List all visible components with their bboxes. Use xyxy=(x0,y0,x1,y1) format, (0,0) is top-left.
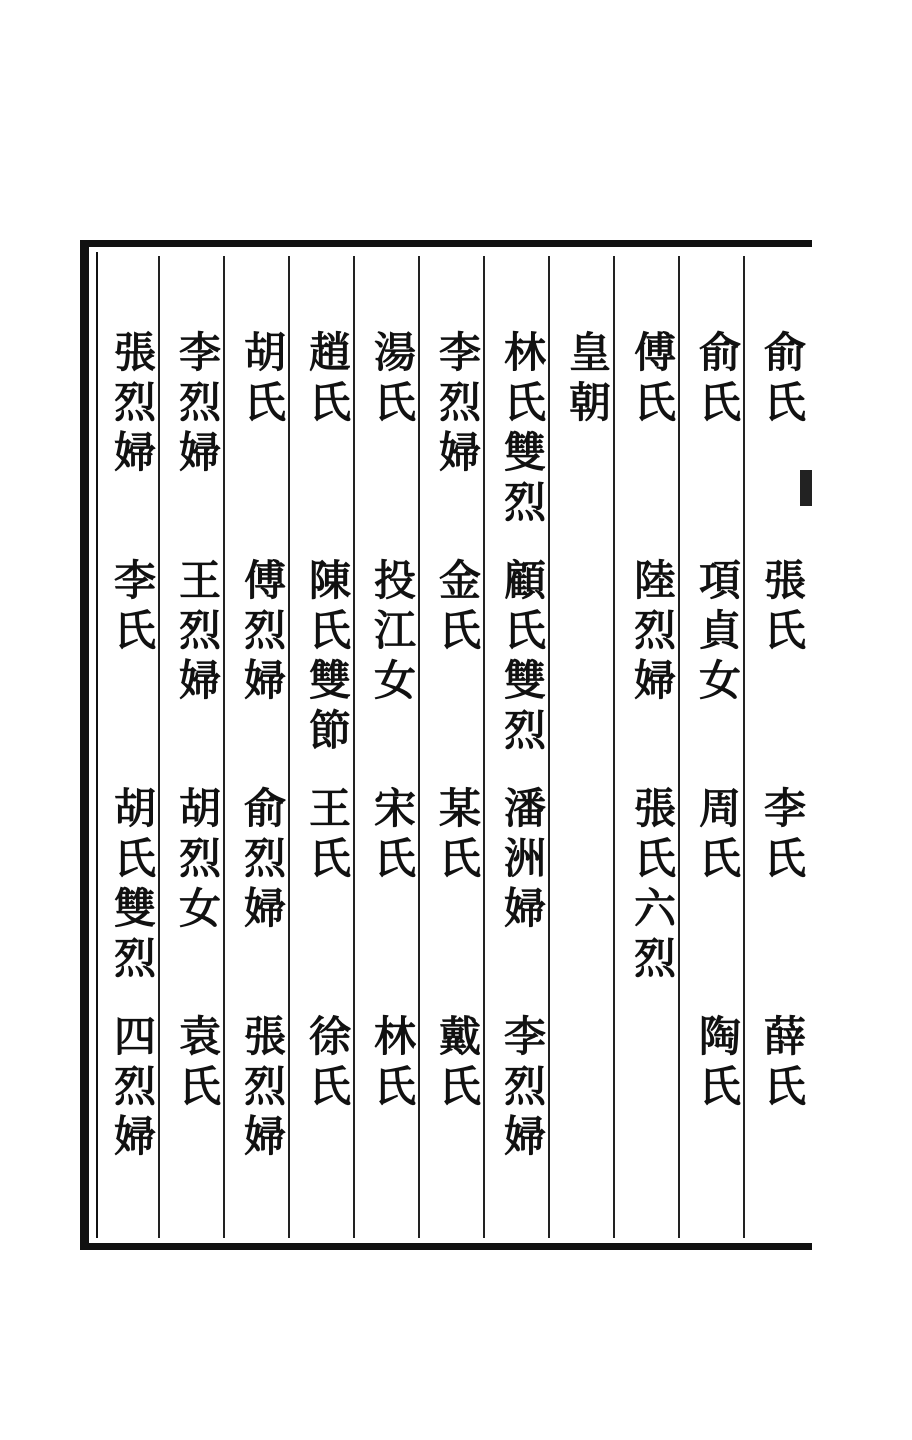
name-entry: 俞氏 xyxy=(693,330,742,430)
name-entry: 俞烈婦 xyxy=(238,786,287,936)
name-entry: 王烈婦 xyxy=(173,558,222,708)
name-entry: 林氏 xyxy=(368,1014,417,1114)
name-entry: 投江女 xyxy=(368,558,417,708)
name-entry: 李氏 xyxy=(758,786,807,886)
name-entry: 李烈婦 xyxy=(433,330,482,480)
name-entry: 王氏 xyxy=(303,786,352,886)
name-entry: 陳氏雙節 xyxy=(303,558,352,758)
name-entry: 薛氏 xyxy=(758,1014,807,1114)
name-entry: 張氏六烈 xyxy=(628,786,677,986)
name-entry: 李烈婦 xyxy=(173,330,222,480)
frame-bottom-rule xyxy=(80,1243,812,1250)
name-entry: 俞氏 xyxy=(758,330,807,430)
text-column-3 xyxy=(622,330,682,1230)
name-entry: 陶氏 xyxy=(693,1014,742,1114)
frame-left-outer-rule xyxy=(80,240,89,1250)
name-entry: 李烈婦 xyxy=(498,1014,547,1164)
name-entry: 徐氏 xyxy=(303,1014,352,1114)
frame-left-inner-rule xyxy=(96,252,98,1238)
text-column-5 xyxy=(492,330,552,1230)
name-entry: 張氏 xyxy=(758,558,807,658)
text-column-4 xyxy=(557,330,617,1230)
text-column-1 xyxy=(752,330,812,1230)
name-entry: 傅烈婦 xyxy=(238,558,287,708)
name-entry: 顧氏雙烈 xyxy=(498,558,547,758)
text-column-6 xyxy=(427,330,487,1230)
name-entry: 張烈婦 xyxy=(238,1014,287,1164)
frame-top-rule xyxy=(80,240,812,247)
name-entry: 胡氏雙烈 xyxy=(108,786,157,986)
name-entry: 胡烈女 xyxy=(173,786,222,936)
text-column-9 xyxy=(232,330,292,1230)
name-entry: 湯氏 xyxy=(368,330,417,430)
name-entry: 金氏 xyxy=(433,558,482,658)
text-column-8 xyxy=(297,330,357,1230)
name-entry: 項貞女 xyxy=(693,558,742,708)
dynasty-heading: 皇朝 xyxy=(563,330,612,430)
name-entry: 傅氏 xyxy=(628,330,677,430)
text-column-7 xyxy=(362,330,422,1230)
name-entry: 周氏 xyxy=(693,786,742,886)
name-entry: 四烈婦 xyxy=(108,1014,157,1164)
name-entry: 戴氏 xyxy=(433,1014,482,1114)
name-entry: 潘洲婦 xyxy=(498,786,547,936)
name-entry: 趙氏 xyxy=(303,330,352,430)
text-column-11 xyxy=(102,330,162,1230)
name-entry: 林氏雙烈 xyxy=(498,330,547,530)
name-entry: 某氏 xyxy=(433,786,482,886)
name-entry: 宋氏 xyxy=(368,786,417,886)
name-entry: 張烈婦 xyxy=(108,330,157,480)
name-entry: 陸烈婦 xyxy=(628,558,677,708)
name-entry: 袁氏 xyxy=(173,1014,222,1114)
name-entry: 胡氏 xyxy=(238,330,287,430)
text-column-10 xyxy=(167,330,227,1230)
name-entry: 李氏 xyxy=(108,558,157,658)
text-column-2 xyxy=(687,330,747,1230)
